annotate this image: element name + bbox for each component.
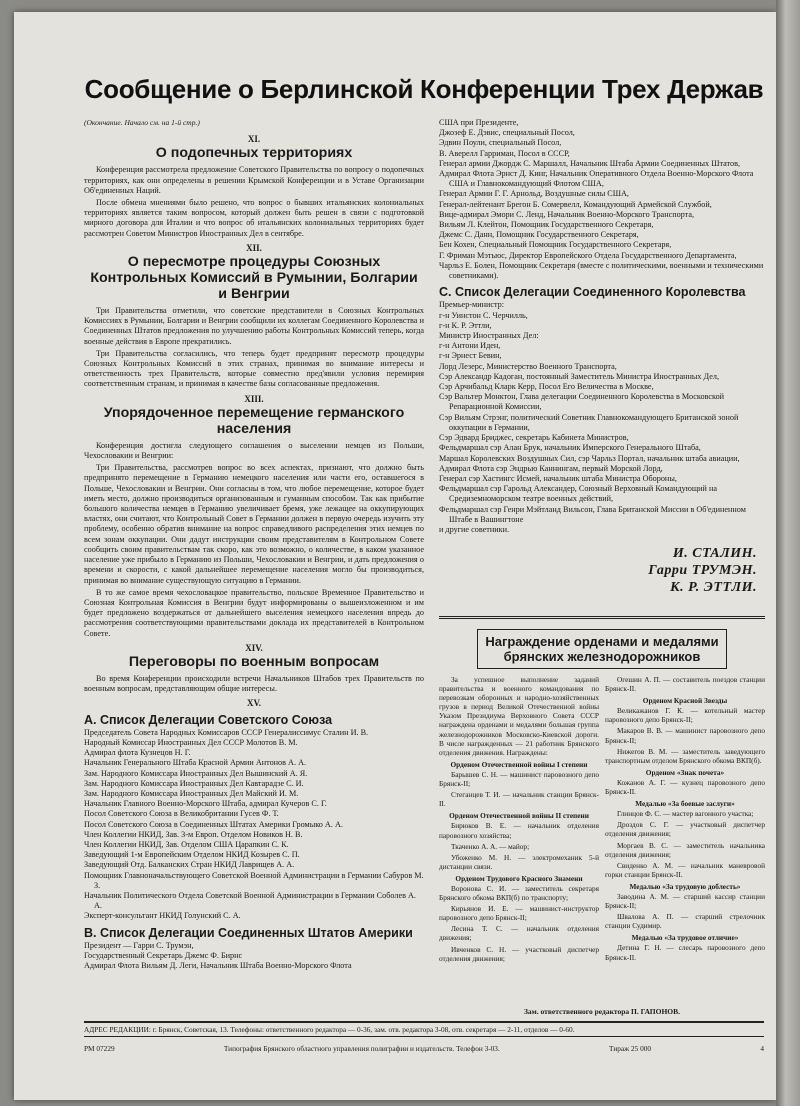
us-delegate: Генерал-лейтенант Брегон Б. Сомервелл, Командующий Армейской Службой, — [439, 199, 712, 209]
award-recipient: Стеганцев Т. И. — начальник станции Брянск-II. — [439, 790, 599, 809]
continuation-note: (Окончание. Начало см. на 1-й стр.) — [84, 118, 200, 127]
us-delegation-list — [84, 941, 424, 972]
award-order-heading: Орденом Красной Звезды — [642, 696, 728, 706]
soviet-delegate: Заведующий 1-м Европейским Отделом НКИД Козырев С. П. — [84, 850, 300, 860]
section-12-number: XII. — [246, 242, 262, 253]
section-15-number: XV. — [246, 698, 262, 709]
award-recipient: Великажанов Г. К. — котельный мастер паровозного депо Брянск-II; — [605, 706, 765, 725]
award-order-heading: Орденом «Знак почета» — [645, 767, 725, 777]
uk-delegate: Фельдмаршал сэр Алан Брук, начальник Имперского Генерального Штаба, — [439, 443, 701, 453]
section-13-number: XIII. — [244, 393, 264, 404]
section-13-title: Упорядоченное перемещение германского населения — [103, 404, 405, 437]
uk-delegate: г-н Уинстон С. Черчилль, — [439, 310, 528, 320]
us-delegate: Адмирал Флота Эрнст Д. Кинг, Начальник Оперативного Отдела Военно-Морского Флота США и Главнокомандующий Флотом США, — [439, 169, 754, 189]
soviet-delegate: Зам. Народного Комиссара Иностранных Дел Майский И. М. — [84, 788, 299, 798]
section-12-para: Три Правительства согласились, что теперь будет предпринят пересмотр процедуры Союзных Контрольных Комиссий в этих странах, принимая во внимание интересы и ответственность трех Правительств, которые совместно пред'явили условия перемирия соответственным странам, и принимая в качестве базы согласованные предложения. — [84, 348, 424, 389]
printer-info: Типография Брянского областного управления полиграфии и издательств. Телефон 3-03. — [223, 1044, 500, 1053]
us-delegate: Вице-адмирал Эмори С. Ленд, Начальник Военно-Морского Транспорта, — [439, 209, 695, 219]
us-delegate: Президент — Гарри С. Трумэн, — [84, 940, 194, 950]
section-11-para: Конференция рассмотрела предложение Советского Правительства по вопросу о подопечных территориях, как они определены в решении Крымской Конференции и в Уставе Организации Об'единенных Наций. — [84, 165, 424, 195]
us-delegate: Генерал Армии Г. Г. Арнольд, Воздушные силы США, — [439, 189, 629, 199]
soviet-delegate: Председатель Совета Народных Комиссаров СССР Генералиссимус Сталин И. В. — [84, 727, 369, 737]
awards-intro: За успешное выполнение заданий правительства и военного командования по перевозкам оборонных и народно-хозяйственных грузов в период Великой Отечественной войны Указом Президиума Верховного Совета СССР награждена орденами и медалями большая группа железнодорожников Московско-Киевской дороги. В числе награжденных — 21 работник Брянского отделения движения. Награждены: — [439, 675, 599, 757]
awards-column-1 — [439, 675, 599, 1005]
imprint-footer — [84, 1044, 764, 1053]
award-order-heading: Медалью «За боевые заслуги» — [635, 799, 735, 809]
us-delegation-title: В. Список Делегации Соединенных Штатов Америки — [84, 925, 413, 940]
soviet-delegate: Народный Комиссар Иностранных Дел СССР Молотов В. М. — [84, 737, 298, 747]
us-delegate: Бен Кохен, Специальный Помощник Государственного Секретаря, — [439, 240, 672, 250]
award-recipient: Кожанов А. Г. — кузнец паровозного депо Брянск-II. — [605, 777, 765, 797]
uk-delegate: Генерал сэр Хастингс Исмей, начальник штаба Министра Обороны, — [439, 473, 677, 483]
uk-delegate: Сэр Вильям Стрэнг, политический Советник Главнокомандующего Британской зоной оккупации в Германии, — [439, 412, 739, 432]
awards-title: Награждение орденами и медалями брянских железнодорожников — [477, 629, 727, 669]
section-12-title: О пересмотре процедуры Союзных Контрольных Комиссий в Румынии, Болгарии и Венгрии — [90, 254, 418, 303]
editorial-address: АДРЕС РЕДАКЦИИ: г. Брянск, Советская, 13. Телефоны: ответственного редактора — 0-36, зам. отв. редактора 3-08, отв. секретаря — 2-11, отделов — 0-60. — [84, 1021, 764, 1037]
section-11-title: О подопечных территориях — [155, 145, 353, 162]
uk-delegate: Сэр Эдвард Бриджес, секретарь Кабинета Министров, — [439, 433, 629, 443]
newspaper-page — [14, 12, 776, 1100]
signatures — [439, 545, 765, 596]
uk-delegate: Министр Иностранных Дел: — [439, 331, 539, 341]
us-delegate: Г. Фриман Мэтьюс, Директор Европейского Отдела Государственного Департамента, — [439, 250, 737, 260]
section-11-number: XI. — [247, 134, 261, 145]
us-delegate: Генерал армии Джордж С. Маршалл, Начальник Штаба Армии Соединенных Штатов, — [439, 158, 741, 168]
uk-delegate: Адмирал Флота сэр Эндрью Каннингам, первый Морской Лорд, — [439, 463, 663, 473]
award-recipient: Ивченков С. Н. — участковый диспетчер отделения движения; — [439, 944, 599, 963]
award-recipient: Нижегов В. М. — заместитель заведующего транспортным отделом Брянского обкома ВКП(б). — [605, 746, 765, 765]
uk-delegation-title: С. Список Делегации Соединенного Королевства — [439, 285, 746, 300]
soviet-delegate: Начальник Политического Отдела Советской Военной Администрации в Германии Соболев А. А. — [84, 890, 416, 911]
uk-delegate: Фельдмаршал сэр Гарольд Александер, Союзный Верховный Командующий на Средиземноморском театре военных действий, — [439, 484, 717, 504]
section-13-para: Конференция достигла следующего соглашения о выселении немцев из Польши, Чехословакии и Венгрии: — [84, 440, 424, 461]
soviet-delegation-title: А. Список Делегации Советского Союза — [84, 712, 333, 727]
award-order-heading: Орденом Трудового Красного Знамени — [455, 873, 583, 883]
us-delegation-continued — [439, 118, 765, 281]
soviet-delegate: Заведующий Отд. Балканских Стран НКИД Лаврищев А. А. — [84, 860, 295, 870]
award-recipient: Моргаев В. С. — заместитель начальника отделения движения; — [605, 840, 765, 859]
soviet-delegate: Адмирал флота Кузнецов Н. Г. — [84, 748, 191, 758]
uk-delegate: г-н Эрнест Бевин, — [439, 351, 502, 361]
soviet-delegate: Помощник Главноначальствующего Советской Военной Администрации в Германии Сабуров М. З. — [84, 870, 424, 890]
award-recipient: Детина Г. Н. — слесарь паровозного депо Брянск-II. — [605, 943, 765, 962]
us-delegate: Чарльз Е. Болен, Помощник Секретаря (вместе с политическими, военными и техническими советниками). — [439, 260, 764, 281]
section-14-title: Переговоры по военным вопросам — [128, 653, 380, 670]
award-recipient: Заводина А. М. — старший кассир станции Брянск-II; — [605, 891, 765, 911]
uk-delegate: г-н Антони Иден, — [439, 341, 501, 351]
uk-delegate: Маршал Королевских Воздушных Сил, сэр Чарльз Портал, начальник штаба авиации, — [439, 453, 740, 463]
award-recipient: Ткаченко А. А. — майор; — [451, 841, 530, 851]
uk-delegate: Фельдмаршал сэр Генри Мэйтланд Вильсон, Глава Британской Миссии в Об'единенном Штабе в Вашингтоне — [439, 504, 746, 524]
uk-delegation-list — [439, 300, 765, 535]
us-delegate: Эдвин Поули, специальный Посол, — [439, 138, 562, 148]
award-recipient: Огешин А. П. — составитель поездов станции Брянск-II. — [605, 675, 765, 694]
uk-delegate: и другие советники. — [439, 524, 510, 534]
award-order-heading: Орденом Отечественной войны I степени — [450, 759, 588, 769]
section-14-number: XIV. — [245, 642, 263, 653]
us-delegate: Джозеф Е. Дэвис, специальный Посол, — [439, 128, 575, 138]
award-order-heading: Медалью «За трудовую доблесть» — [629, 881, 741, 891]
soviet-delegate: Эксперт-консультант НКИД Голунский С. А. — [84, 911, 241, 921]
us-delegate: Адмирал Флота Вильям Д. Леги, Начальник Штаба Военно-Морского Флота — [84, 961, 352, 971]
soviet-delegate: Зам. Народного Комиссара Иностранных Дел Кавтарадзе С. И. — [84, 778, 304, 788]
award-order-heading: Орденом Отечественной войны II степени — [449, 811, 589, 821]
us-delegate: Государственный Секретарь Джемс Ф. Бирнс — [84, 951, 243, 960]
award-recipient: Бирюков В. Е. — начальник отделения паровозного хозяйства; — [439, 821, 599, 840]
award-order-heading: Медалью «За трудовое отличие» — [631, 933, 739, 943]
signature-attlee: К. Р. ЭТТЛИ. — [670, 580, 757, 596]
section-14-para: Во время Конференции происходили встречи Начальников Штабов трех Правительств по военным вопросам, представляющим общие интересы. — [84, 673, 424, 694]
soviet-delegate: Начальник Главного Военно-Морского Штаба, адмирал Кучеров С. Г. — [84, 799, 327, 809]
soviet-delegate: Посол Советского Союза в Великобритании Гусев Ф. Т. — [84, 809, 279, 819]
award-recipient: Швалова А. П. — старший стрелочник станции Судимир. — [605, 912, 765, 931]
uk-delegate: Лорд Лезерс, Министерство Военного Транспорта, — [439, 361, 617, 371]
left-column — [84, 118, 424, 983]
section-12-para: Три Правительства отметили, что советские представители в Союзных Контрольных Комиссиях в Румынии, Болгарии и Венгрии сообщили их коллегам Соединенного Королевства и Соединенных Штатов предложения по улучшению работы Контрольных Комиссий теперь, когда военные действия в Европе прекратились. — [84, 306, 424, 346]
award-recipient: Глинцов Ф. С. — мастер вагонного участка; — [617, 809, 754, 819]
awards-article — [439, 616, 765, 1022]
print-code: РМ 07229 — [84, 1044, 115, 1053]
soviet-delegate: Член Коллегии НКИД, Зав. 3-м Европ. Отделом Новиков Н. В. — [84, 829, 303, 839]
uk-delegate: Сэр Вальтер Монктон, Глава делегации Соединенного Королевства в Московской Репарационной Комиссии, — [439, 392, 725, 412]
soviet-delegation-list — [84, 728, 424, 922]
us-delegate: Джемс С. Данн, Помощник Государственного Секретаря, — [439, 230, 639, 240]
signature-truman: Гарри ТРУМЭН. — [648, 563, 757, 579]
awards-columns — [439, 675, 765, 1005]
awards-column-2 — [605, 675, 765, 1005]
award-recipient: Воронова С. И. — заместитель секретаря Брянского обкома ВКП(б) по транспорту; — [439, 883, 599, 903]
us-delegate: США при Президенте, — [439, 118, 519, 127]
soviet-delegate: Зам. Народного Комиссара Иностранных Дел Вышинский А. Я. — [84, 768, 308, 778]
circulation: Тираж 25 000 — [609, 1044, 652, 1053]
soviet-delegate: Член Коллегии НКИД, Зав. Отделом США Царапкин С. К. — [84, 839, 289, 849]
us-delegate: Вильям Л. Клейтон, Помощник Государственного Секретаря, — [439, 220, 654, 230]
signature-stalin: И. СТАЛИН. — [672, 546, 757, 562]
award-recipient: Дроздов С. Г. — участковый диспетчер отделения движения; — [605, 820, 765, 839]
editor-line: Зам. ответственного редактора П. ГАПОНОВ. — [523, 1007, 681, 1016]
uk-delegate: Премьер-министр: — [439, 300, 505, 310]
section-13-para: В то же самое время чехословацкое правительство, польское Временное Правительство и Союзная Контрольная Комиссия в Венгрии будут информированы о вышеизложенном и им будет предложено воздержаться от дальнейшего выселения немецкого населения впредь до рассмотрения соответствующими правительствами доклада их представителей в Контрольном Совете. — [84, 587, 424, 638]
page-headline: Сообщение о Берлинской Конференции Трех Держав — [84, 74, 764, 104]
page-number: 4 — [760, 1044, 764, 1053]
section-13-para: Три Правительства, рассмотрев вопрос во всех аспектах, признают, что должно быть предпринято перемещение в Германию немецкого населения или части его, оставшегося в Польше, Чехословакии и Венгрии. Они согласны в том, что любое перемещение, которое будет иметь место, должно производиться организованным и гуманным способом. Так как прибытие большого количества немцев в Германию увеличивает бремя, уже лежащее на оккупирующих властях, они считают, что Контрольный Совет в Германии должен в первую очередь изучить эту проблему, особенно обратив внимание на вопрос справедливого распределения этих немцев по всем зонам оккупации. Они дадут инструкции своим представителям в Контрольном Совете сообщить своим правительствам так скоро, как это возможно, о количестве, в каком указанное население уже прибыло в Германию из Польши, Чехословакии и Венгрии, и дать предложения о времени и скорости, с какой дальнейшее перемещение населения могло бы производиться, принимая во внимание существующую ситуацию в Германии. — [84, 463, 424, 585]
section-11-para: После обмена мнениями было решено, что вопрос о бывших итальянских колониальных территориях является таким вопросом, который должен быть решен в связи с подготовкой мирного договора для Италии и что вопрос об итальянских колониальных территориях будет рассмотрен Советом Министров Иностранных Дел в сентябре. — [84, 198, 424, 238]
uk-delegate: г-н К. Р. Эттли, — [439, 320, 492, 330]
us-delegate: В. Аверелл Гарриман, Посол в СССР, — [439, 148, 570, 158]
award-recipient: Кирьянов И. Е. — машинист-инструктор паровозного депо Брянск-II; — [439, 904, 599, 923]
uk-delegate: Сэр Арчибальд Кларк Керр, Посол Его Величества в Москве, — [439, 382, 654, 392]
award-recipient: Барышев С. Н. — машинист паровозного депо Брянск-II; — [439, 769, 599, 789]
award-recipient: Убоженко М. Н. — электромеханик 5-й дистанции связи. — [439, 852, 599, 871]
award-recipient: Лесина Т. С. — начальник отделения движения; — [439, 924, 599, 943]
award-recipient: Макаров В. В. — машинист паровозного депо Брянск-II; — [605, 726, 765, 745]
soviet-delegate: Посол Советского Союза в Соединенных Штатах Америки Громыко А. А. — [84, 819, 343, 829]
award-recipient: Свиденко А. М. — начальник маневровой горки станции Брянск-II. — [605, 860, 765, 879]
uk-delegate: Сэр Александр Кадоган, постоянный Заместитель Министра Иностранных Дел, — [439, 371, 719, 381]
adjacent-page-edge — [776, 0, 800, 1106]
soviet-delegate: Начальник Генерального Штаба Красной Армии Антонов А. А. — [84, 758, 307, 768]
